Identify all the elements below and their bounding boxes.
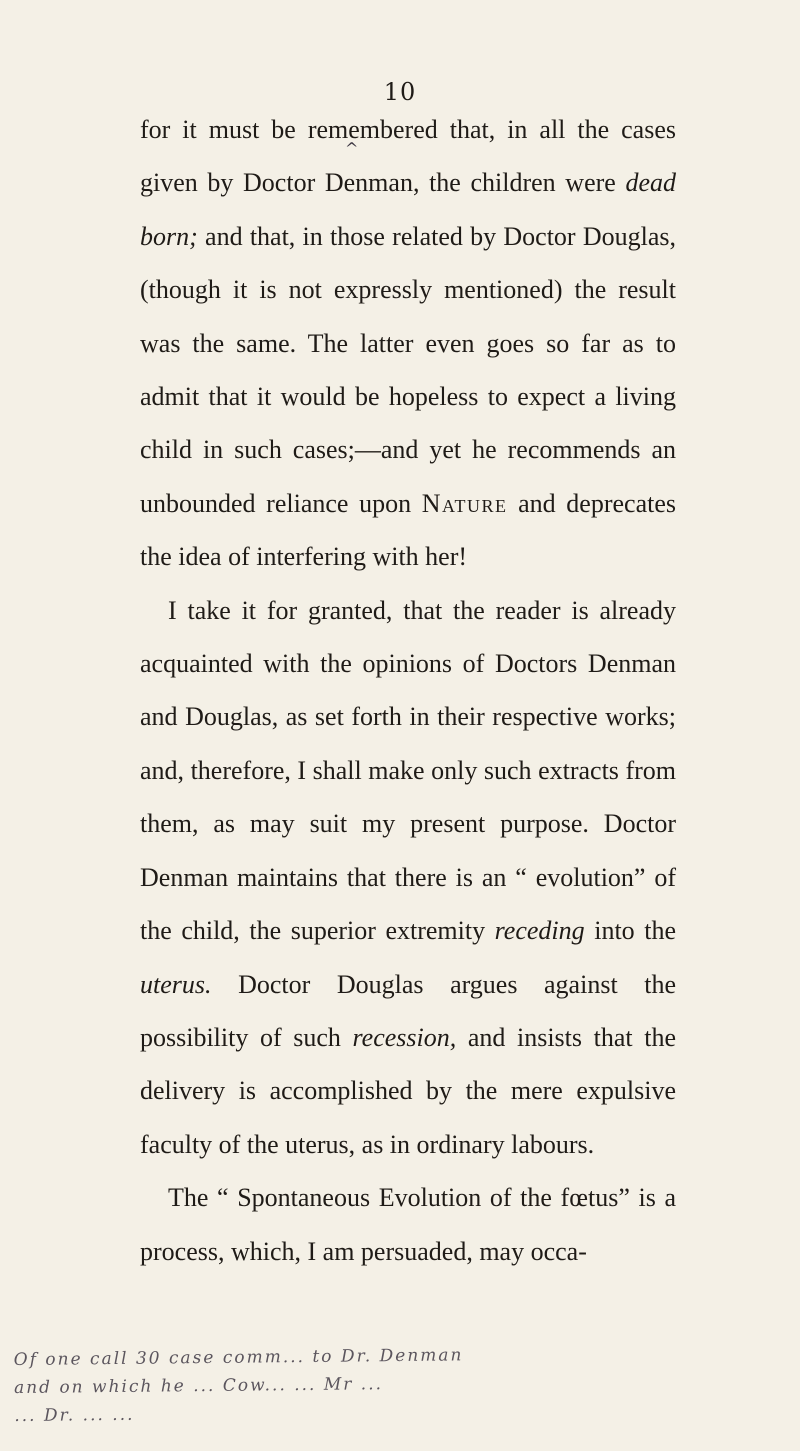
paragraph-2-emphasis-receding: receding (494, 916, 585, 946)
paragraph-2-text-b: into the (584, 916, 676, 946)
caret-annotation: ^ (345, 139, 359, 158)
paragraph-2-emphasis-recession: recession, (352, 1022, 457, 1052)
paragraph-1-text-a: for it must be remembered that, in all the cases given by Doctor Denman, the children were (140, 115, 676, 198)
paragraph-1-emphasis-dead-born: dead born; (140, 168, 676, 251)
paragraph-1 (140, 103, 676, 584)
handwritten-annotation (14, 1338, 787, 1430)
paragraph-1-text-b: and that, in those related by Doctor Douglas, (though it is not expressly mentioned) the result was the same. The latter even goes so far as to admit that it would be hopeless to expect a living child in such cases;—and yet he recommends an unbounded reliance upon (140, 221, 676, 518)
paragraph-3-text: The “ Spontaneous Evolution of the fœtus” is a process, which, I am persuaded, may occa- (140, 1183, 676, 1266)
paragraph-1-small-caps-nature: Nature (421, 488, 508, 518)
handwritten-line-3: ... Dr. ... ... (14, 1404, 135, 1427)
paragraph-2-text-a: I take it for granted, that the reader is already acquainted with the opinions of Doctors Denman and Douglas, as set forth in their respective works; and, therefore, I shall make only such extracts from them, as may suit my present purpose. Doctor Denman maintains that there is an “ evolution” of the child, the superior extremity (140, 595, 676, 946)
handwritten-line-1: Of one call 30 case comm... to Dr. Denman (13, 1345, 464, 1371)
page-number: 10 (383, 78, 417, 106)
paragraph-2 (140, 584, 676, 1171)
handwritten-line-2: and on which he ... Cow... ... Mr ... (13, 1374, 384, 1399)
body-text (140, 103, 676, 1278)
paragraph-1-text-c: and deprecates the idea of interfering with her! (140, 488, 676, 572)
paragraph-3 (140, 1171, 676, 1278)
paragraph-2-text-c: Doctor Douglas argues against the possibility of such (140, 969, 676, 1052)
paragraph-2-emphasis-uterus: uterus. (140, 969, 212, 999)
paragraph-2-text-d: and insists that the delivery is accomplished by the mere expulsive faculty of the uterus, as in ordinary labours. (140, 1022, 676, 1159)
